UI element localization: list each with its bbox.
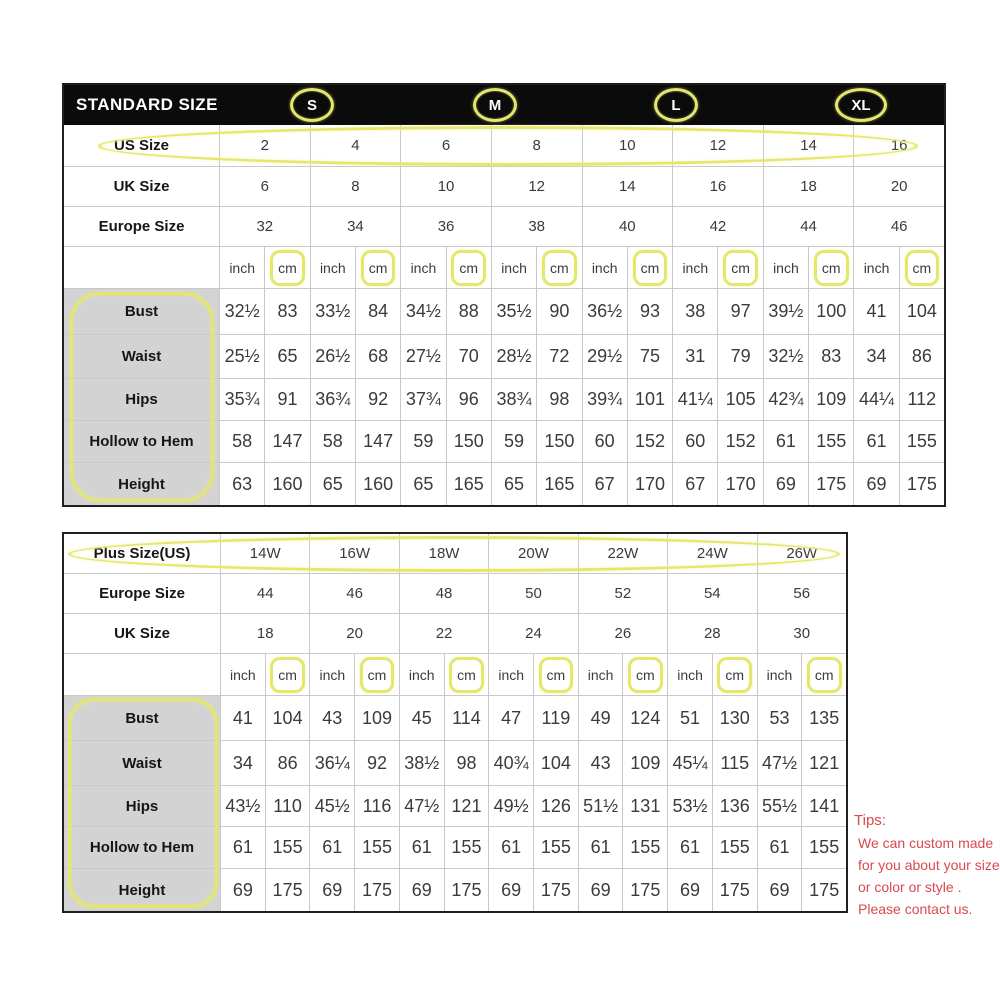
- measure-cell-cm: 92: [355, 379, 400, 420]
- cm-unit-cell: [627, 247, 672, 288]
- inch-unit-label: inch: [399, 654, 444, 695]
- measure-cell-inch: 65: [400, 463, 445, 505]
- tips-line: or color or style .: [858, 879, 962, 895]
- measure-cell-inch: 26½: [310, 335, 355, 378]
- cm-unit-cell: [899, 247, 944, 288]
- measure-cell-cm: 104: [899, 289, 944, 334]
- size-cell: 12: [672, 125, 763, 166]
- measure-cell-inch: 45: [399, 696, 444, 740]
- highlight-box-cm-unit: cm: [628, 657, 663, 693]
- inch-unit-label: inch: [853, 247, 898, 288]
- measure-row: [64, 463, 944, 505]
- size-group-label-xl: XL: [835, 88, 887, 122]
- size-row: [64, 125, 944, 167]
- measure-cell-cm: 115: [712, 741, 757, 785]
- measure-row-label: Hollow to Hem: [64, 827, 220, 868]
- measure-cell-cm: 112: [899, 379, 944, 420]
- measure-row-label: Waist: [64, 335, 219, 378]
- measure-cell-cm: 124: [622, 696, 667, 740]
- inch-unit-label: inch: [578, 654, 623, 695]
- highlight-box-cm-unit: cm: [539, 657, 574, 693]
- inch-unit-label: inch: [491, 247, 536, 288]
- size-cell: 4: [310, 125, 401, 166]
- measure-row: [64, 421, 944, 463]
- measure-cell-cm: 175: [801, 869, 846, 911]
- measure-cell-inch: 61: [667, 827, 712, 868]
- measure-cell-inch: 67: [672, 463, 717, 505]
- cm-unit-cell: [354, 654, 399, 695]
- measure-cell-cm: 175: [808, 463, 853, 505]
- measure-cell-inch: 38½: [399, 741, 444, 785]
- cm-unit-cell: [264, 247, 309, 288]
- cm-unit-cell: [536, 247, 581, 288]
- measure-row: [64, 741, 846, 786]
- size-cell: 10: [582, 125, 673, 166]
- measure-cell-cm: 68: [355, 335, 400, 378]
- units-row-label: [64, 654, 220, 695]
- measure-cell-inch: 44¼: [853, 379, 898, 420]
- size-row: [64, 534, 846, 574]
- measure-cell-cm: 141: [801, 786, 846, 826]
- measure-cell-cm: 165: [536, 463, 581, 505]
- measure-cell-cm: 150: [536, 421, 581, 462]
- size-row: [64, 614, 846, 654]
- measure-cell-inch: 41: [853, 289, 898, 334]
- measure-cell-inch: 61: [757, 827, 802, 868]
- inch-unit-label: inch: [220, 654, 265, 695]
- measure-cell-cm: 88: [446, 289, 491, 334]
- measure-cell-inch: 35½: [491, 289, 536, 334]
- size-cell: 24: [488, 614, 577, 653]
- measure-cell-inch: 69: [309, 869, 354, 911]
- measure-cell-cm: 98: [536, 379, 581, 420]
- measure-row: [64, 696, 846, 741]
- measure-cell-cm: 160: [264, 463, 309, 505]
- row-label: Europe Size: [99, 585, 185, 602]
- measure-cell-cm: 65: [264, 335, 309, 378]
- measure-cell-cm: 175: [622, 869, 667, 911]
- size-cell: 18W: [399, 534, 488, 573]
- inch-unit-label: inch: [310, 247, 355, 288]
- measure-cell-inch: 31: [672, 335, 717, 378]
- highlight-box-cm-unit: cm: [451, 250, 486, 286]
- measure-row-label: Height: [64, 869, 220, 911]
- standard-size-title: STANDARD SIZE: [76, 95, 218, 114]
- measure-cell-inch: 61: [578, 827, 623, 868]
- measure-cell-cm: 121: [801, 741, 846, 785]
- measure-row-label: Height: [64, 463, 219, 505]
- measure-cell-cm: 121: [444, 786, 489, 826]
- size-cell: 54: [667, 574, 756, 613]
- cm-unit-cell: [622, 654, 667, 695]
- size-cell: 28: [667, 614, 756, 653]
- measure-cell-inch: 61: [399, 827, 444, 868]
- measure-cell-cm: 135: [801, 696, 846, 740]
- highlight-box-cm-unit: cm: [633, 250, 668, 286]
- measure-cell-inch: 60: [672, 421, 717, 462]
- inch-unit-label: inch: [400, 247, 445, 288]
- measure-cell-inch: 39¾: [582, 379, 627, 420]
- measure-row-label: Hollow to Hem: [64, 421, 219, 462]
- measure-cell-cm: 79: [717, 335, 762, 378]
- cm-unit-cell: [808, 247, 853, 288]
- measure-cell-inch: 69: [399, 869, 444, 911]
- measure-cell-inch: 69: [578, 869, 623, 911]
- measure-cell-cm: 83: [808, 335, 853, 378]
- cm-unit-cell: [446, 247, 491, 288]
- measure-cell-inch: 65: [310, 463, 355, 505]
- measure-cell-inch: 58: [219, 421, 264, 462]
- measure-cell-inch: 61: [309, 827, 354, 868]
- measure-row-label: Waist: [64, 741, 220, 785]
- measure-cell-inch: 25½: [219, 335, 264, 378]
- measure-cell-inch: 58: [310, 421, 355, 462]
- size-cell: 40: [582, 207, 673, 246]
- measure-cell-inch: 36¾: [310, 379, 355, 420]
- measure-cell-inch: 61: [853, 421, 898, 462]
- highlight-box-cm-unit: cm: [723, 250, 758, 286]
- measure-cell-inch: 29½: [582, 335, 627, 378]
- units-row-label: [64, 247, 219, 288]
- measure-cell-cm: 170: [717, 463, 762, 505]
- measure-cell-inch: 45½: [309, 786, 354, 826]
- measure-cell-cm: 110: [265, 786, 310, 826]
- size-cell: 38: [491, 207, 582, 246]
- plus-size-rows: [64, 534, 846, 911]
- measure-cell-cm: 155: [444, 827, 489, 868]
- measure-cell-inch: 39½: [763, 289, 808, 334]
- measure-cell-cm: 86: [265, 741, 310, 785]
- size-row: [64, 167, 944, 207]
- size-cell: 42: [672, 207, 763, 246]
- size-cell: 16: [672, 167, 763, 206]
- highlight-box-cm-unit: cm: [270, 657, 305, 693]
- measure-cell-inch: 27½: [400, 335, 445, 378]
- measure-cell-cm: 175: [265, 869, 310, 911]
- measure-cell-inch: 69: [853, 463, 898, 505]
- size-cell: 8: [491, 125, 582, 166]
- size-cell: 14: [763, 125, 854, 166]
- measure-cell-inch: 42¾: [763, 379, 808, 420]
- measure-cell-inch: 28½: [491, 335, 536, 378]
- measure-cell-cm: 155: [622, 827, 667, 868]
- inch-unit-label: inch: [488, 654, 533, 695]
- highlight-box-cm-unit: cm: [449, 657, 484, 693]
- highlight-box-cm-unit: cm: [542, 250, 577, 286]
- plus-size-table: [62, 532, 848, 913]
- cm-unit-cell: [717, 247, 762, 288]
- measure-cell-cm: 100: [808, 289, 853, 334]
- size-cell: 50: [488, 574, 577, 613]
- measure-cell-cm: 97: [717, 289, 762, 334]
- measure-cell-cm: 155: [354, 827, 399, 868]
- highlight-box-cm-unit: cm: [807, 657, 842, 693]
- measure-cell-inch: 37¾: [400, 379, 445, 420]
- measure-cell-cm: 175: [444, 869, 489, 911]
- size-cell: 34: [310, 207, 401, 246]
- standard-size-table: [62, 83, 946, 507]
- size-cell: 44: [220, 574, 309, 613]
- measure-cell-cm: 160: [355, 463, 400, 505]
- measure-cell-cm: 104: [533, 741, 578, 785]
- size-group-label-m: M: [473, 88, 517, 122]
- size-cell: 16: [853, 125, 944, 166]
- measure-cell-cm: 114: [444, 696, 489, 740]
- measure-cell-cm: 147: [355, 421, 400, 462]
- measure-cell-inch: 41¼: [672, 379, 717, 420]
- measure-row: [64, 827, 846, 869]
- measure-cell-cm: 109: [808, 379, 853, 420]
- size-cell: 6: [219, 167, 310, 206]
- measure-row: [64, 786, 846, 827]
- measure-cell-cm: 96: [446, 379, 491, 420]
- measure-cell-inch: 69: [220, 869, 265, 911]
- measure-cell-inch: 32½: [763, 335, 808, 378]
- measure-cell-cm: 175: [899, 463, 944, 505]
- measure-cell-cm: 147: [264, 421, 309, 462]
- measure-cell-inch: 59: [491, 421, 536, 462]
- highlight-box-cm-unit: cm: [270, 250, 305, 286]
- size-cell: 56: [757, 574, 846, 613]
- size-cell: 2: [219, 125, 310, 166]
- measure-row: [64, 869, 846, 911]
- size-row: [64, 574, 846, 614]
- measure-cell-cm: 155: [808, 421, 853, 462]
- measure-cell-cm: 105: [717, 379, 762, 420]
- measure-row: [64, 335, 944, 379]
- size-cell: 46: [853, 207, 944, 246]
- inch-unit-label: inch: [219, 247, 264, 288]
- size-cell: 12: [491, 167, 582, 206]
- measure-cell-cm: 136: [712, 786, 757, 826]
- measure-cell-inch: 43½: [220, 786, 265, 826]
- size-cell: 24W: [667, 534, 756, 573]
- size-row: [64, 207, 944, 247]
- measure-cell-cm: 130: [712, 696, 757, 740]
- tips-line: We can custom made: [858, 835, 994, 851]
- measure-cell-cm: 109: [354, 696, 399, 740]
- measure-cell-cm: 155: [265, 827, 310, 868]
- size-cell: 20: [853, 167, 944, 206]
- measure-cell-cm: 155: [899, 421, 944, 462]
- measure-cell-inch: 43: [309, 696, 354, 740]
- measure-cell-inch: 34: [853, 335, 898, 378]
- tips-lines: [854, 832, 1000, 920]
- measure-cell-cm: 101: [627, 379, 672, 420]
- measure-cell-inch: 38: [672, 289, 717, 334]
- measure-cell-cm: 175: [712, 869, 757, 911]
- units-row: [64, 654, 846, 696]
- measure-cell-inch: 47½: [757, 741, 802, 785]
- measure-cell-inch: 51½: [578, 786, 623, 826]
- inch-unit-label: inch: [672, 247, 717, 288]
- tips-line: Please contact us.: [858, 901, 973, 917]
- measure-cell-inch: 41: [220, 696, 265, 740]
- measure-cell-inch: 32½: [219, 289, 264, 334]
- size-cell: 26: [578, 614, 667, 653]
- measure-cell-cm: 92: [354, 741, 399, 785]
- measure-cell-inch: 67: [582, 463, 627, 505]
- cm-unit-cell: [265, 654, 310, 695]
- measure-cell-cm: 75: [627, 335, 672, 378]
- measure-row-label: Bust: [64, 289, 219, 334]
- measure-cell-inch: 47½: [399, 786, 444, 826]
- measure-cell-cm: 84: [355, 289, 400, 334]
- size-cell: 48: [399, 574, 488, 613]
- size-cell: 46: [309, 574, 398, 613]
- size-cell: 22W: [578, 534, 667, 573]
- measure-cell-inch: 53½: [667, 786, 712, 826]
- size-cell: 8: [310, 167, 401, 206]
- measure-cell-inch: 69: [757, 869, 802, 911]
- size-cell: 22: [399, 614, 488, 653]
- highlight-box-cm-unit: cm: [361, 250, 396, 286]
- measure-cell-inch: 34½: [400, 289, 445, 334]
- size-cell: 20W: [488, 534, 577, 573]
- measure-cell-inch: 38¾: [491, 379, 536, 420]
- cm-unit-cell: [801, 654, 846, 695]
- inch-unit-label: inch: [667, 654, 712, 695]
- highlight-box-cm-unit: cm: [717, 657, 752, 693]
- measure-cell-cm: 86: [899, 335, 944, 378]
- measure-cell-inch: 53: [757, 696, 802, 740]
- row-label: Europe Size: [98, 218, 185, 235]
- measure-cell-inch: 69: [763, 463, 808, 505]
- size-cell: 18: [220, 614, 309, 653]
- inch-unit-label: inch: [582, 247, 627, 288]
- measure-cell-cm: 104: [265, 696, 310, 740]
- measure-cell-inch: 47: [488, 696, 533, 740]
- measure-cell-cm: 126: [533, 786, 578, 826]
- measure-cell-cm: 165: [446, 463, 491, 505]
- size-cell: 18: [763, 167, 854, 206]
- measure-cell-cm: 119: [533, 696, 578, 740]
- measure-row-label: Hips: [64, 379, 219, 420]
- size-group-label-l: L: [654, 88, 698, 122]
- cm-unit-cell: [712, 654, 757, 695]
- measure-cell-inch: 69: [667, 869, 712, 911]
- standard-size-rows: [64, 125, 944, 505]
- cm-unit-cell: [444, 654, 489, 695]
- measure-cell-cm: 155: [712, 827, 757, 868]
- measure-cell-cm: 155: [801, 827, 846, 868]
- size-cell: 52: [578, 574, 667, 613]
- measure-cell-cm: 109: [622, 741, 667, 785]
- measure-cell-cm: 175: [354, 869, 399, 911]
- size-cell: 6: [400, 125, 491, 166]
- size-cell: 44: [763, 207, 854, 246]
- size-cell: 14W: [220, 534, 309, 573]
- measure-cell-cm: 98: [444, 741, 489, 785]
- measure-row: [64, 289, 944, 335]
- size-cell: 30: [757, 614, 846, 653]
- measure-cell-cm: 70: [446, 335, 491, 378]
- measure-cell-inch: 34: [220, 741, 265, 785]
- measure-cell-cm: 155: [533, 827, 578, 868]
- measure-cell-inch: 40¾: [488, 741, 533, 785]
- tips-line: for you about your size: [858, 857, 1000, 873]
- measure-cell-cm: 152: [627, 421, 672, 462]
- units-row: [64, 247, 944, 289]
- measure-cell-cm: 91: [264, 379, 309, 420]
- measure-cell-cm: 131: [622, 786, 667, 826]
- highlight-box-cm-unit: cm: [814, 250, 849, 286]
- measure-cell-inch: 36½: [582, 289, 627, 334]
- measure-cell-cm: 170: [627, 463, 672, 505]
- measure-cell-inch: 45¼: [667, 741, 712, 785]
- size-group-label-s: S: [290, 88, 334, 122]
- measure-cell-cm: 90: [536, 289, 581, 334]
- inch-unit-label: inch: [757, 654, 802, 695]
- size-cell: 36: [400, 207, 491, 246]
- size-cell: 10: [400, 167, 491, 206]
- measure-cell-cm: 150: [446, 421, 491, 462]
- cm-unit-cell: [355, 247, 400, 288]
- measure-cell-inch: 65: [491, 463, 536, 505]
- measure-row: [64, 379, 944, 421]
- highlight-box-cm-unit: cm: [905, 250, 940, 286]
- measure-cell-cm: 93: [627, 289, 672, 334]
- measure-cell-cm: 152: [717, 421, 762, 462]
- measure-cell-inch: 49½: [488, 786, 533, 826]
- measure-row-label: Bust: [64, 696, 220, 740]
- inch-unit-label: inch: [763, 247, 808, 288]
- measure-cell-inch: 60: [582, 421, 627, 462]
- size-cell: 14: [582, 167, 673, 206]
- measure-cell-inch: 59: [400, 421, 445, 462]
- measure-cell-inch: 35¾: [219, 379, 264, 420]
- standard-size-header-bar: [64, 85, 944, 125]
- measure-cell-inch: 63: [219, 463, 264, 505]
- measure-cell-cm: 116: [354, 786, 399, 826]
- measure-cell-inch: 69: [488, 869, 533, 911]
- tips-note: [854, 810, 1000, 920]
- size-cell: 16W: [309, 534, 398, 573]
- measure-cell-inch: 49: [578, 696, 623, 740]
- measure-cell-inch: 36¼: [309, 741, 354, 785]
- size-cell: 20: [309, 614, 398, 653]
- measure-cell-cm: 175: [533, 869, 578, 911]
- measure-cell-inch: 55½: [757, 786, 802, 826]
- measure-cell-inch: 61: [763, 421, 808, 462]
- row-label: UK Size: [113, 178, 170, 195]
- highlight-box-cm-unit: cm: [360, 657, 395, 693]
- measure-row-label: Hips: [64, 786, 220, 826]
- measure-cell-inch: 51: [667, 696, 712, 740]
- measure-cell-inch: 43: [578, 741, 623, 785]
- measure-cell-inch: 61: [488, 827, 533, 868]
- cm-unit-cell: [533, 654, 578, 695]
- row-label: UK Size: [114, 625, 170, 642]
- measure-cell-cm: 72: [536, 335, 581, 378]
- row-label: US Size: [113, 137, 170, 154]
- inch-unit-label: inch: [309, 654, 354, 695]
- measure-cell-inch: 61: [220, 827, 265, 868]
- size-cell: 32: [219, 207, 310, 246]
- measure-cell-cm: 83: [264, 289, 309, 334]
- tips-title: Tips:: [854, 812, 886, 829]
- measure-cell-inch: 33½: [310, 289, 355, 334]
- row-label: Plus Size(US): [93, 545, 191, 562]
- size-cell: 26W: [757, 534, 846, 573]
